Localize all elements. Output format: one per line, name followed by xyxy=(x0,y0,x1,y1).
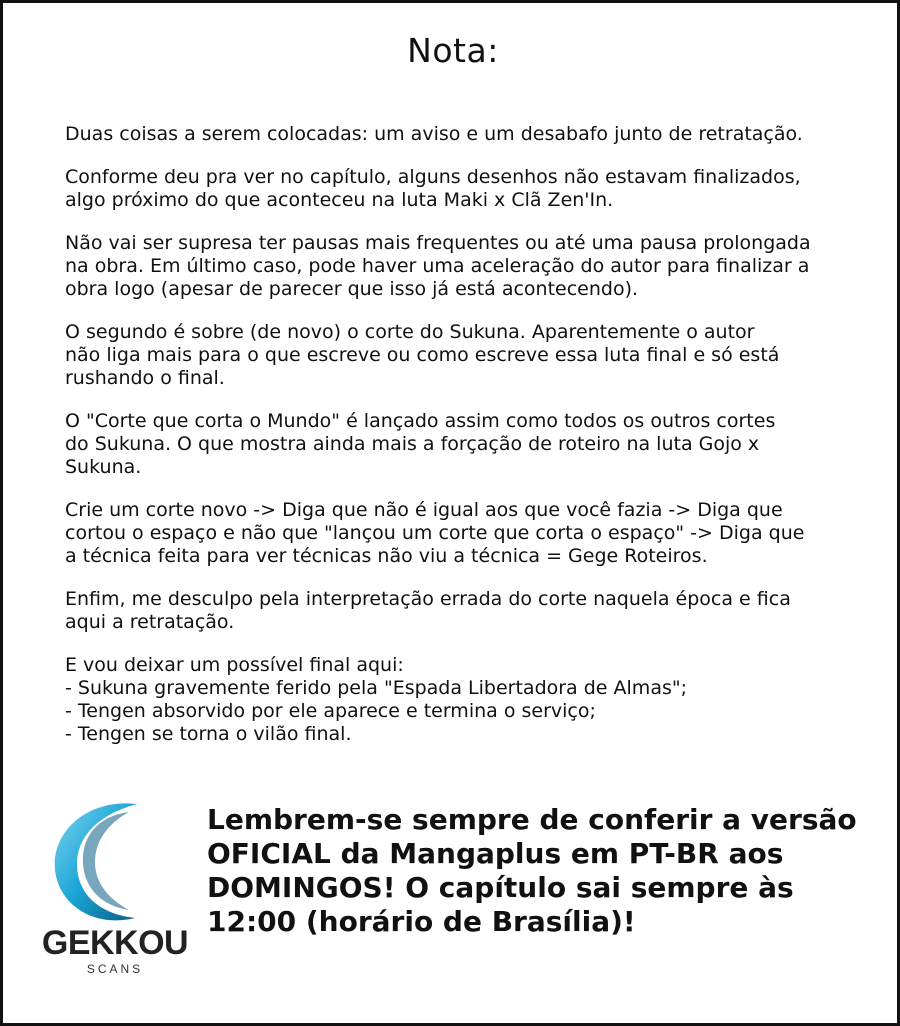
paragraph-5 xyxy=(65,410,855,479)
paragraph-line: Duas coisas a serem colocadas: um aviso e um desabafo junto de retratação. xyxy=(65,123,803,145)
paragraph-3 xyxy=(65,232,855,301)
paragraph-line: Conforme deu pra ver no capítulo, alguns desenhos não estavam finalizados, xyxy=(65,166,801,188)
paragraph-line: aqui a retratação. xyxy=(65,611,235,633)
paragraph-2 xyxy=(65,166,855,212)
paragraph-line: rushando o final. xyxy=(65,367,225,389)
notice-line: 12:00 (horário de Brasília)! xyxy=(207,905,636,938)
logo-subtitle: SCANS xyxy=(86,962,144,976)
release-notice xyxy=(207,803,867,939)
paragraph-4 xyxy=(65,321,855,390)
final-list-item: - Tengen absorvido por ele aparece e termina o serviço; xyxy=(65,700,596,722)
paragraph-line: Enfim, me desculpo pela interpretação errada do corte naquela época e fica xyxy=(65,588,791,610)
notice-line: DOMINGOS! O capítulo sai sempre às xyxy=(207,871,794,904)
paragraph-line: Não vai ser supresa ter pausas mais frequentes ou até uma pausa prolongada xyxy=(65,232,811,254)
final-list xyxy=(65,654,855,746)
final-list-item: - Tengen se torna o vilão final. xyxy=(65,723,352,745)
paragraph-line: a técnica feita para ver técnicas não viu a técnica = Gege Roteiros. xyxy=(65,545,708,567)
paragraph-7 xyxy=(65,588,855,634)
paragraph-line: Sukuna. xyxy=(65,456,142,478)
paragraph-line: Crie um corte novo -> Diga que não é igual aos que você fazia -> Diga que xyxy=(65,499,783,521)
paragraph-line: não liga mais para o que escreve ou como escreve essa luta final e só está xyxy=(65,344,780,366)
final-list-item: - Sukuna gravemente ferido pela "Espada Libertadora de Almas"; xyxy=(65,677,687,699)
gekkou-scans-logo xyxy=(37,798,193,988)
notice-line: OFICIAL da Mangaplus em PT-BR aos xyxy=(207,837,784,870)
paragraph-line: na obra. Em último caso, pode haver uma aceleração do autor para finalizar a xyxy=(65,255,810,277)
paragraph-1 xyxy=(65,123,855,146)
logo-wordmark: GEKKOU xyxy=(41,924,189,962)
paragraph-line: O segundo é sobre (de novo) o corte do Sukuna. Aparentemente o autor xyxy=(65,321,755,343)
paragraph-line: do Sukuna. O que mostra ainda mais a forçação de roteiro na luta Gojo x xyxy=(65,433,760,455)
crescent-moon-icon xyxy=(37,798,193,926)
note-body xyxy=(65,123,855,766)
page-title: Nota: xyxy=(407,31,499,70)
notice-line: Lembrem-se sempre de conferir a versão xyxy=(207,803,857,836)
paragraph-line: algo próximo do que aconteceu na luta Maki x Clã Zen'In. xyxy=(65,189,614,211)
paragraph-line: cortou o espaço e não que "lançou um corte que corta o espaço" -> Diga que xyxy=(65,522,805,544)
paragraph-line: O "Corte que corta o Mundo" é lançado assim como todos os outros cortes xyxy=(65,410,776,432)
paragraph-line: obra logo (apesar de parecer que isso já está acontecendo). xyxy=(65,278,639,300)
paragraph-6 xyxy=(65,499,855,568)
final-list-intro: E vou deixar um possível final aqui: xyxy=(65,654,404,676)
